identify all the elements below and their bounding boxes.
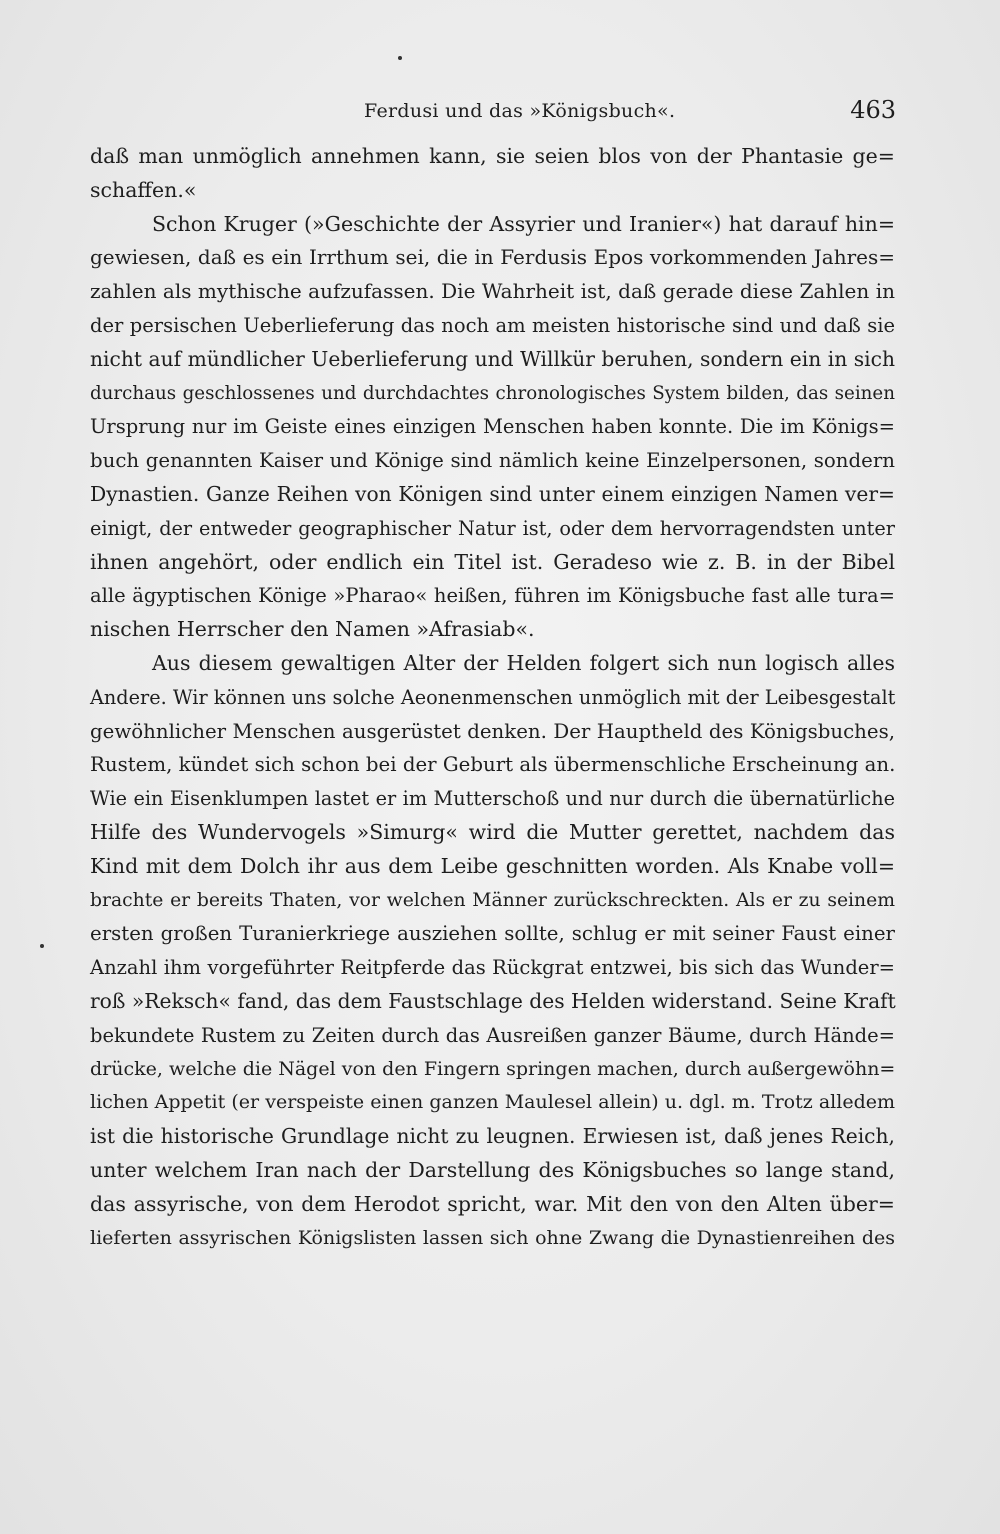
text-line: lieferten assyrischen Königslisten lassen sich ohne Zwang die Dynastienreihen des <box>90 1226 895 1249</box>
page-header <box>0 92 1000 132</box>
text-line: Kind mit dem Dolch ihr aus dem Leibe geschnitten worden. Als Knabe voll= <box>90 853 895 878</box>
text-line: der persischen Ueberlieferung das noch am meisten historische sind und daß sie <box>90 313 895 337</box>
text-line: alle ägyptischen Könige »Pharao« heißen, führen im Königsbuche fast alle tura= <box>90 584 895 608</box>
print-speck <box>398 56 402 60</box>
text-line: Anzahl ihm vorgeführter Reitpferde das Rückgrat entzwei, bis sich das Wunder= <box>90 956 895 980</box>
text-line: nicht auf mündlicher Ueberlieferung und Willkür beruhen, sondern ein in sich <box>90 346 895 371</box>
page-number: 463 <box>850 96 896 124</box>
text-line: gewöhnlicher Menschen ausgerüstet denken. Der Hauptheld des Königsbuches, <box>90 719 895 743</box>
print-speck <box>40 944 44 948</box>
text-line: roß »Reksch« fand, das dem Faustschlage des Helden widerstand. Seine Kraft <box>90 988 896 1013</box>
text-line: zahlen als mythische aufzufassen. Die Wahrheit ist, daß gerade diese Zahlen in <box>90 279 895 304</box>
running-title: Ferdusi und das »Königsbuch«. <box>364 100 676 122</box>
text-line: ersten großen Turanierkriege ausziehen sollte, schlug er mit seiner Faust einer <box>90 922 895 946</box>
text-line: einigt, der entweder geographischer Natur ist, oder dem hervorragendsten unter <box>90 516 895 540</box>
text-line: Andere. Wir können uns solche Aeonenmenschen unmöglich mit der Leibesgestalt <box>90 685 896 709</box>
text-line: unter welchem Iran nach der Darstellung des Königsbuches so lange stand, <box>90 1157 895 1182</box>
text-line: gewiesen, daß es ein Irrthum sei, die in Ferdusis Epos vorkommenden Jahres= <box>90 245 895 270</box>
text-line: buch genannten Kaiser und Könige sind nämlich keine Einzelpersonen, sondern <box>90 449 895 473</box>
text-line: Schon Kruger (»Geschichte der Assyrier und Iranier«) hat darauf hin= <box>152 211 895 236</box>
text-line: durchaus geschlossenes und durchdachtes chronologisches System bilden, das seinen <box>90 382 895 404</box>
text-line: Ursprung nur im Geiste eines einzigen Menschen haben konnte. Die im Königs= <box>90 415 895 439</box>
text-line: daß man unmöglich annehmen kann, sie seien blos von der Phantasie ge= <box>90 144 895 168</box>
text-line: Dynastien. Ganze Reihen von Königen sind unter einem einzigen Namen ver= <box>90 481 895 506</box>
text-line: nischen Herrscher den Namen »Afrasiab«. <box>90 617 535 642</box>
text-line: Rustem, kündet sich schon bei der Geburt als übermenschliche Erscheinung an. <box>90 753 896 777</box>
text-line: schaffen.« <box>90 177 197 202</box>
text-line: Hilfe des Wundervogels »Simurg« wird die Mutter gerettet, nachdem das <box>90 819 895 844</box>
text-line: bekundete Rustem zu Zeiten durch das Ausreißen ganzer Bäume, durch Hände= <box>90 1023 895 1047</box>
text-line: ihnen angehört, oder endlich ein Titel ist. Geradeso wie z. B. in der Bibel <box>90 549 895 574</box>
text-line: Aus diesem gewaltigen Alter der Helden folgert sich nun logisch alles <box>152 650 895 675</box>
text-line: das assyrische, von dem Herodot spricht, war. Mit den von den Alten über= <box>90 1191 895 1216</box>
body-text <box>90 140 895 1255</box>
text-line: Wie ein Eisenklumpen lastet er im Mutterschoß und nur durch die übernatürliche <box>90 787 895 811</box>
text-line: brachte er bereits Thaten, vor welchen Männer zurückschreckten. Als er zu seinem <box>90 889 895 911</box>
text-line: lichen Appetit (er verspeiste einen ganzen Maulesel allein) u. dgl. m. Trotz alledem <box>90 1091 895 1114</box>
text-line: drücke, welche die Nägel von den Fingern springen machen, durch außergewöhn= <box>90 1057 896 1080</box>
text-line: ist die historische Grundlage nicht zu leugnen. Erwiesen ist, daß jenes Reich, <box>90 1124 895 1149</box>
